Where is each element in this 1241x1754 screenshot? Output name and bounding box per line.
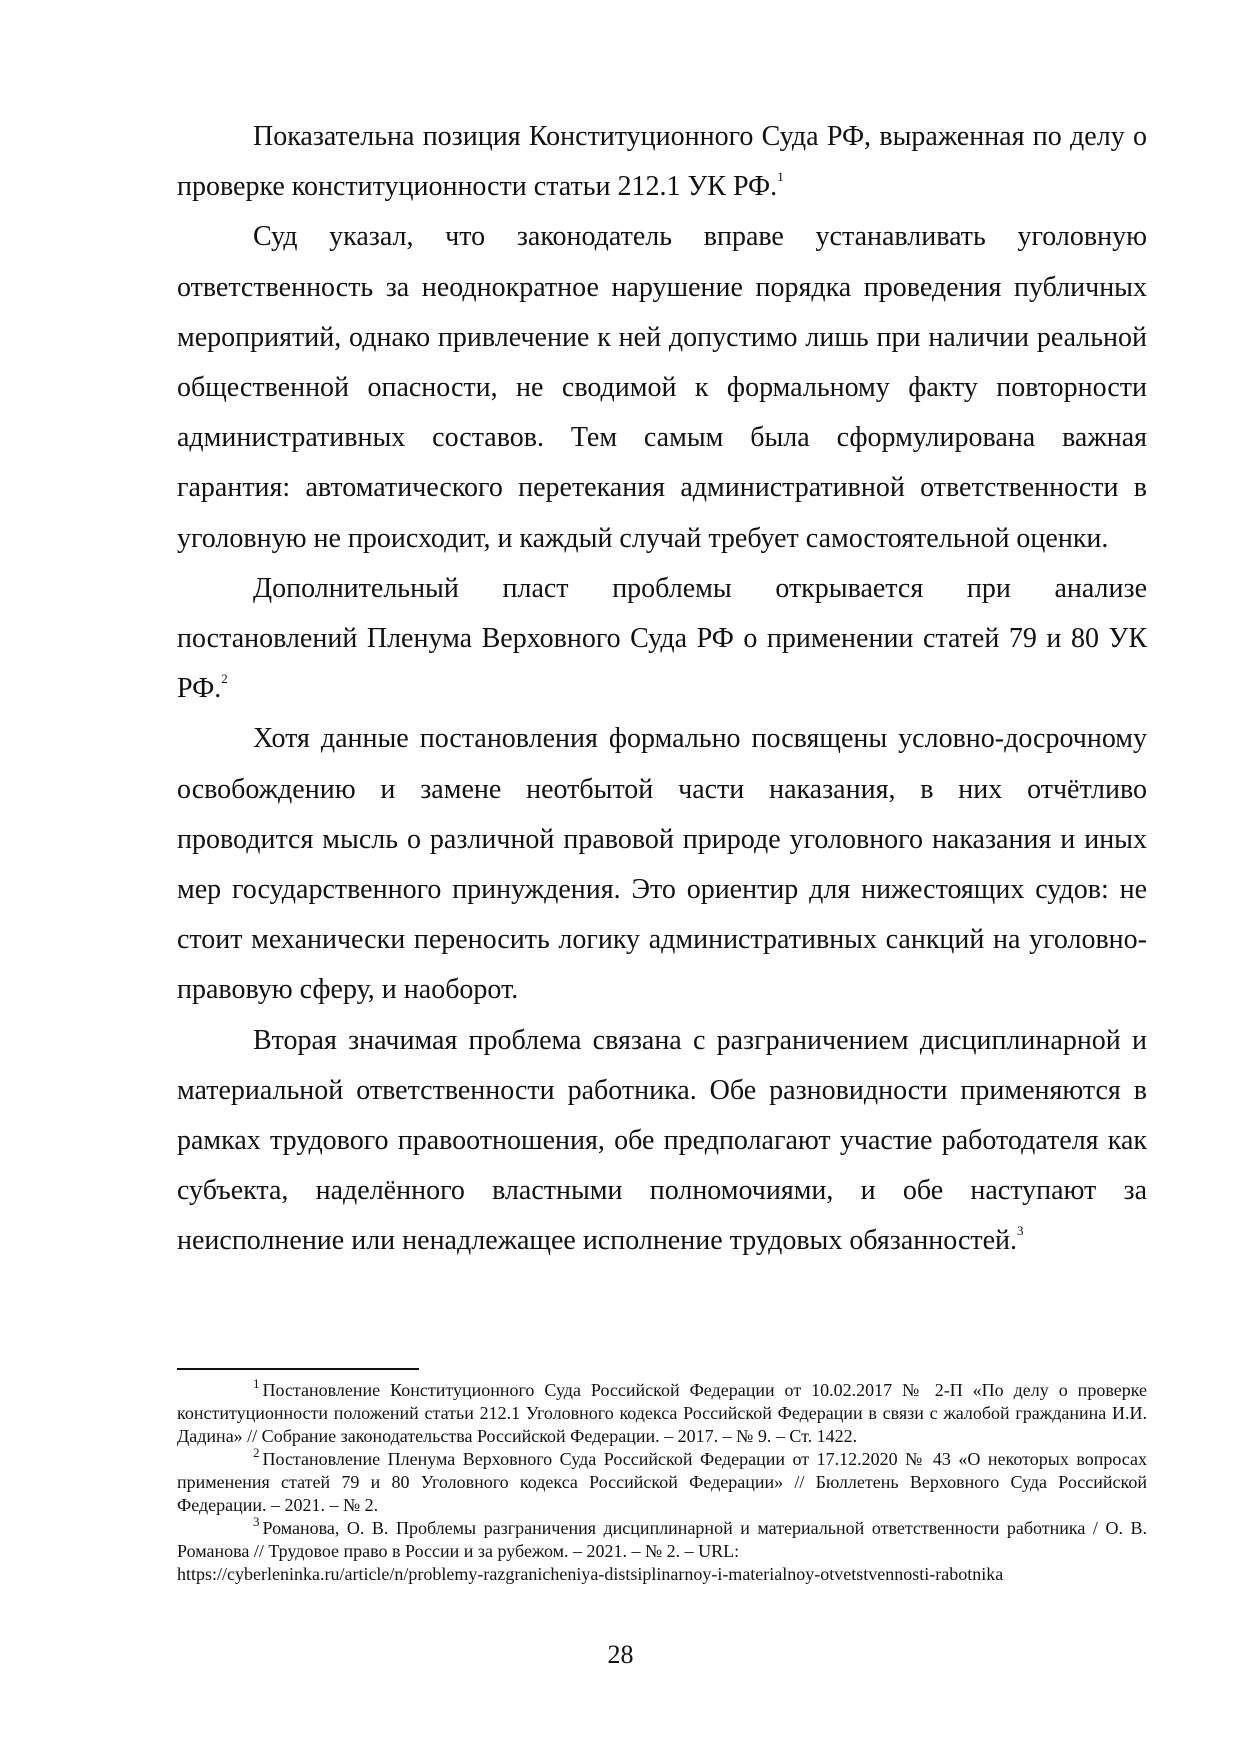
paragraph-1 bbox=[177, 112, 1147, 212]
paragraph-5 bbox=[177, 1016, 1147, 1267]
paragraph-text: Дополнительный пласт проблемы открывается при анализе постановлений Пленума Верховного Суда РФ о применении статей 79 и 80 УК РФ. bbox=[177, 572, 1147, 705]
paragraph-3 bbox=[177, 564, 1147, 715]
footnote-text: Постановление Пленума Верховного Суда Российской Федерации от 17.12.2020 № 43 «О некоторых вопросах применения статей 79 и 80 Уголовного кодекса Российской Федерации» // Бюллетень Верховного Суда Российской Федерации. – 2021. – № 2. bbox=[177, 1449, 1147, 1515]
paragraph-text: Показательна позиция Конституционного Суда РФ, выраженная по делу о проверке конституционности статьи 212.1 УК РФ. bbox=[177, 121, 1147, 203]
paragraph-4 bbox=[177, 714, 1147, 1015]
footnote-separator bbox=[177, 1368, 419, 1370]
paragraph-2 bbox=[177, 212, 1147, 563]
footnote-text: Постановление Конституционного Суда Российской Федерации от 10.02.2017 № 2-П «По делу о проверке конституционности положений статьи 212.1 Уголовного кодекса Российской Федерации в связи с жалобой гражданина И.И. Дадина» // Собрание законодательства Российской Федерации. – 2017. – № 9. – Ст. 1422. bbox=[177, 1380, 1147, 1446]
body-text bbox=[177, 112, 1147, 1267]
footnote-mark: 2 bbox=[253, 1445, 260, 1460]
footnote-reference[interactable]: 2 bbox=[221, 671, 228, 687]
footnote-link[interactable]: https://cyberleninka.ru/article/n/problemy-razgranicheniya-distsiplinarnoy-i-materialnoy-otvetstvennosti-rabotnika bbox=[177, 1564, 1004, 1584]
paragraph-text: Вторая значимая проблема связана с разграничением дисциплинарной и материальной ответственности работника. Обе разновидности применяются в рамках трудового правоотношения, обе предполагают участие работодателя как субъекта, наделённого властными полномочиями, и обе наступают за неисполнение или ненадлежащее исполнение трудовых обязанностей. bbox=[177, 1024, 1147, 1257]
footnote-reference[interactable]: 1 bbox=[777, 169, 784, 185]
footnote-text: Романова, О. В. Проблемы разграничения дисциплинарной и материальной ответственности работника / О. В. Романова // Трудовое право в России и за рубежом. – 2021. – № 2. – URL: bbox=[177, 1518, 1147, 1561]
page-number: 28 bbox=[607, 1640, 634, 1669]
footnote-3-url[interactable] bbox=[177, 1563, 1147, 1586]
footnote-1 bbox=[177, 1376, 1147, 1448]
paragraph-text: Хотя данные постановления формально посвящены условно-досрочному освобождению и замене неотбытой части наказания, в них отчётливо проводится мысль о различной правовой природе уголовного наказания и иных мер государственного принуждения. Это ориентир для нижестоящих судов: не стоит механически переносить логику административных санкций на уголовно-правовую сферу, и наоборот. bbox=[177, 723, 1147, 1006]
footnote-2 bbox=[177, 1445, 1147, 1517]
footnote-reference[interactable]: 3 bbox=[1017, 1223, 1024, 1239]
paragraph-text: Суд указал, что законодатель вправе устанавливать уголовную ответственность за неоднократное нарушение порядка проведения публичных мероприятий, однако привлечение к ней допустимо лишь при наличии реальной общественной опасности, не сводимой к формальному факту повторности административных составов. Тем самым была сформулирована важная гарантия: автоматического перетекания административной ответственности в уголовную не происходит, и каждый случай требует самостоятельной оценки. bbox=[177, 221, 1147, 554]
footnotes bbox=[177, 1376, 1147, 1586]
footnote-3 bbox=[177, 1514, 1147, 1563]
footnote-mark: 1 bbox=[253, 1376, 260, 1391]
footnote-mark: 3 bbox=[253, 1514, 260, 1529]
